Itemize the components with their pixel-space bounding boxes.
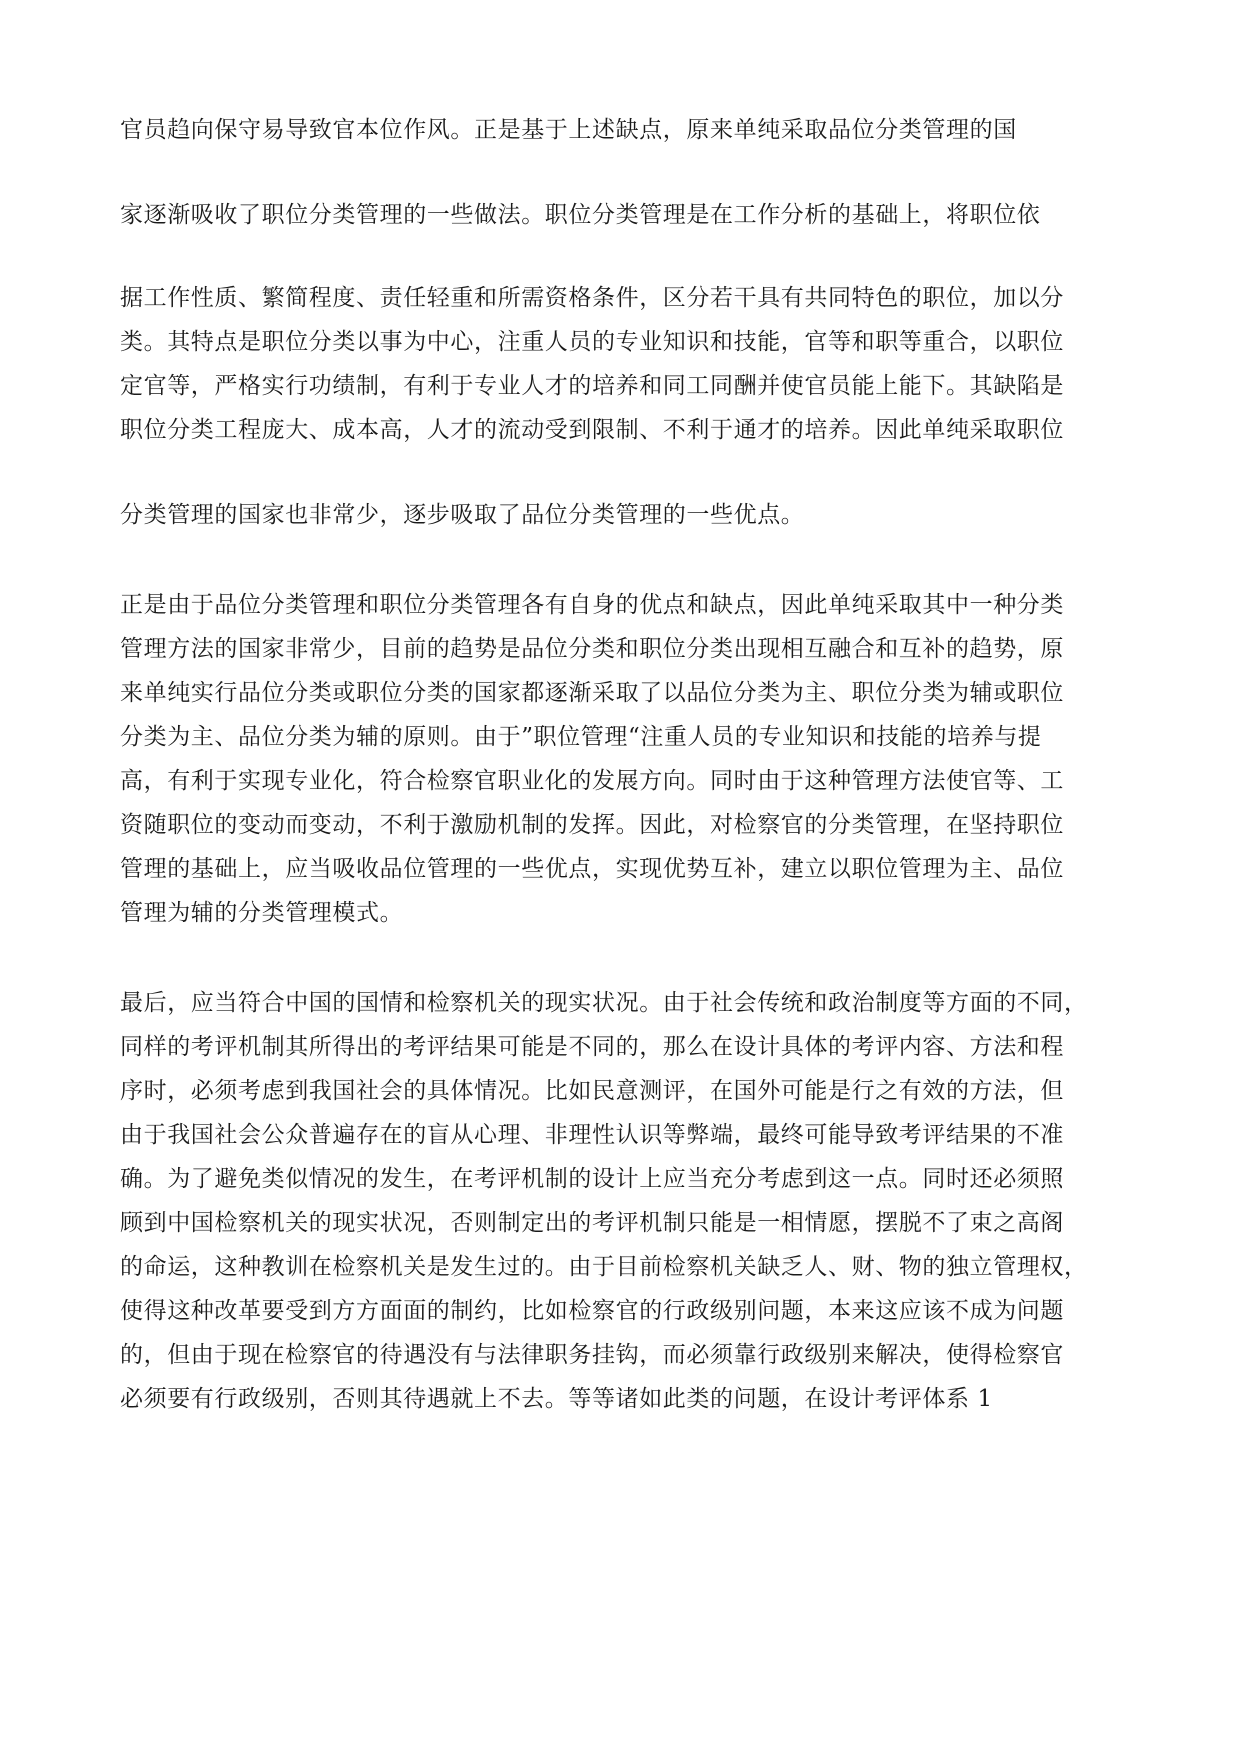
text-line: 分类为主、品位分类为辅的原则。由于”职位管理“注重人员的专业知识和技能的培养与提 xyxy=(120,724,1042,750)
text-line: 分类管理的国家也非常少，逐步吸取了品位分类管理的一些优点。 xyxy=(120,502,805,528)
text-line: 必须要有行政级别，否则其待遇就上不去。等等诸如此类的问题，在设计考评体系 1 xyxy=(120,1386,993,1412)
text-line: 定官等，严格实行功绩制，有利于专业人才的培养和同工同酬并使官员能上能下。其缺陷是 xyxy=(120,373,1064,399)
text-line: 类。其特点是职位分类以事为中心，注重人员的专业知识和技能，官等和职等重合，以职位 xyxy=(120,329,1064,355)
text-line: 同样的考评机制其所得出的考评结果可能是不同的，那么在设计具体的考评内容、方法和程 xyxy=(120,1034,1064,1060)
text-line: 管理方法的国家非常少，目前的趋势是品位分类和职位分类出现相互融合和互补的趋势，原 xyxy=(120,636,1064,662)
text-line: 使得这种改革要受到方方面面的制约，比如检察官的行政级别问题，本来这应该不成为问题 xyxy=(120,1298,1064,1324)
text-line: 序时，必须考虑到我国社会的具体情况。比如民意测评，在国外可能是行之有效的方法，但 xyxy=(120,1078,1064,1104)
text-line: 管理的基础上，应当吸收品位管理的一些优点，实现优势互补，建立以职位管理为主、品位 xyxy=(120,856,1064,882)
text-line: 家逐渐吸收了职位分类管理的一些做法。职位分类管理是在工作分析的基础上，将职位依 xyxy=(120,202,1041,228)
text-line: 由于我国社会公众普遍存在的盲从心理、非理性认识等弊端，最终可能导致考评结果的不准 xyxy=(120,1122,1064,1148)
text-line: 高，有利于实现专业化，符合检察官职业化的发展方向。同时由于这种管理方法使官等、工 xyxy=(120,768,1064,794)
text-line: 正是由于品位分类管理和职位分类管理各有自身的优点和缺点，因此单纯采取其中一种分类 xyxy=(120,592,1064,618)
text-line: 的，但由于现在检察官的待遇没有与法律职务挂钩，而必须靠行政级别来解决，使得检察官 xyxy=(120,1342,1064,1368)
text-line: 管理为辅的分类管理模式。 xyxy=(120,900,404,926)
text-line: 职位分类工程庞大、成本高，人才的流动受到限制、不利于通才的培养。因此单纯采取职位 xyxy=(120,417,1064,443)
text-line: 确。为了避免类似情况的发生，在考评机制的设计上应当充分考虑到这一点。同时还必须照 xyxy=(120,1166,1064,1192)
text-line: 官员趋向保守易导致官本位作风。正是基于上述缺点，原来单纯采取品位分类管理的国 xyxy=(120,117,1017,143)
text-line: 的命运，这种教训在检察机关是发生过的。由于目前检察机关缺乏人、财、物的独立管理权， xyxy=(120,1254,1088,1280)
text-line: 最后，应当符合中国的国情和检察机关的现实状况。由于社会传统和政治制度等方面的不同， xyxy=(120,990,1088,1016)
text-line: 资随职位的变动而变动，不利于激励机制的发挥。因此，对检察官的分类管理，在坚持职位 xyxy=(120,812,1064,838)
text-line: 来单纯实行品位分类或职位分类的国家都逐渐采取了以品位分类为主、职位分类为辅或职位 xyxy=(120,680,1064,706)
text-line: 据工作性质、繁简程度、责任轻重和所需资格条件，区分若干具有共同特色的职位，加以分 xyxy=(120,285,1064,311)
text-line: 顾到中国检察机关的现实状况，否则制定出的考评机制只能是一相情愿，摆脱不了束之高阁 xyxy=(120,1210,1064,1236)
